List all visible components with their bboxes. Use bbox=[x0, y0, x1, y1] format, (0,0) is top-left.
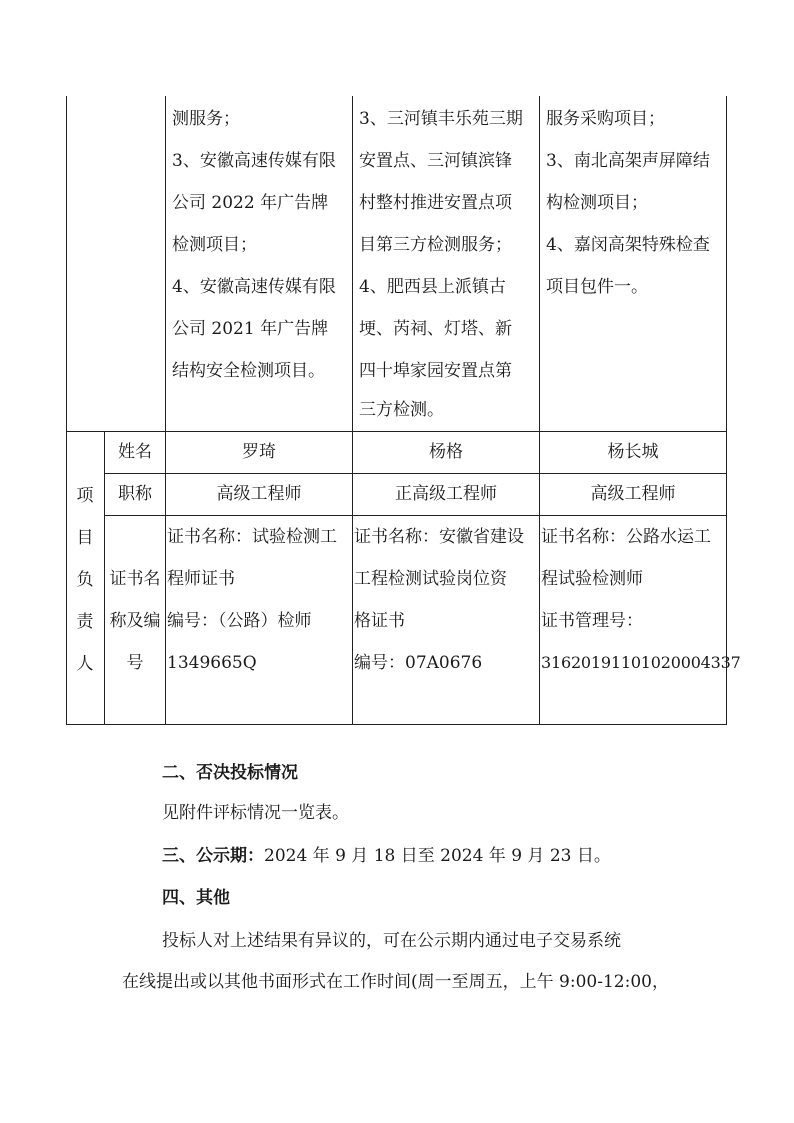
list-line: 4、嘉闵高架特殊检查 bbox=[546, 235, 710, 255]
cert-line: 证书名称：安徽省建设 bbox=[354, 527, 524, 547]
list-line: 公司 2021 年广告牌 bbox=[172, 319, 329, 339]
cert-line: 程师证书 bbox=[167, 569, 235, 589]
cert-line: 3162019110102000433​7 bbox=[541, 653, 741, 672]
table-col-line-1 bbox=[165, 96, 166, 725]
table-col-line-3 bbox=[539, 96, 540, 725]
leader-title: 高级工程师 bbox=[216, 484, 302, 504]
list-line: 目第三方检测服务； bbox=[359, 235, 512, 255]
section3-body: 2024 年 9 月 18 日至 2024 年 9 月 23 日。 bbox=[264, 846, 611, 866]
list-line: 3、三河镇丰乐苑三期 bbox=[359, 109, 523, 129]
cert-line: 证书名称：试验检测工 bbox=[167, 527, 337, 547]
section4-line1: 投标人对上述结果有异议的，可在公示期内通过电子交易系统 bbox=[162, 931, 621, 951]
list-line: 项目包件一。 bbox=[546, 277, 648, 297]
list-line: 村整村推进安置点项 bbox=[359, 193, 512, 213]
section3-line bbox=[162, 841, 611, 866]
list-line: 4、肥西县上派镇古 bbox=[359, 277, 506, 297]
vertical-char: 责 bbox=[76, 612, 94, 632]
table-border-bottom bbox=[66, 724, 727, 725]
section4-heading: 四、其他 bbox=[162, 888, 230, 908]
list-line: 埂、芮祠、灯塔、新 bbox=[359, 319, 512, 339]
section4-line2: 在线提出或以其他书面形式在工作时间(周一至周五，上午 9:00-12:00， bbox=[122, 972, 669, 992]
list-line: 四十埠家园安置点第 bbox=[359, 361, 512, 381]
cert-line: 工程检测试验岗位资 bbox=[354, 569, 507, 589]
cert-line: 编号：07A0676 bbox=[354, 653, 483, 673]
list-line: 检测项目； bbox=[172, 235, 257, 255]
leader-name: 罗琦 bbox=[242, 442, 276, 462]
title-row-label: 职称 bbox=[118, 484, 152, 504]
cert-line: 格证书 bbox=[354, 611, 405, 631]
section2-body: 见附件评标情况一览表。 bbox=[162, 803, 349, 823]
list-line: 三方检测。 bbox=[359, 400, 444, 420]
cert-line: 证书管理号： bbox=[541, 611, 643, 631]
list-line: 公司 2022 年广告牌 bbox=[172, 193, 329, 213]
table-col-line-2 bbox=[352, 96, 353, 725]
list-line: 结构安全检测项目。 bbox=[172, 361, 325, 381]
table-border-right bbox=[726, 96, 727, 725]
leader-title: 高级工程师 bbox=[590, 484, 676, 504]
list-line: 测服务； bbox=[172, 109, 240, 129]
cert-line: 程试验检测师 bbox=[541, 569, 643, 589]
list-line: 服务采购项目； bbox=[546, 109, 665, 129]
list-line: 安置点、三河镇滨锋 bbox=[359, 151, 512, 171]
leader-name: 杨长城 bbox=[607, 442, 659, 462]
list-line: 构检测项目； bbox=[546, 193, 648, 213]
cert-line: 证书名称：公路水运工 bbox=[541, 527, 711, 547]
list-line: 4、安徽高速传媒有限 bbox=[172, 277, 336, 297]
list-line: 3、南北高架声屏障结 bbox=[546, 151, 710, 171]
leader-title: 正高级工程师 bbox=[395, 484, 497, 504]
vertical-char: 人 bbox=[76, 654, 94, 674]
section3-heading: 三、公示期： bbox=[162, 846, 264, 866]
cert-label-line: 号 bbox=[126, 653, 144, 673]
cert-line: 1349665Q bbox=[167, 653, 257, 673]
vertical-char: 负 bbox=[76, 570, 94, 590]
cert-label-line: 称及编 bbox=[109, 611, 161, 631]
cert-line: 编号：（公路）检师 bbox=[167, 611, 312, 631]
vertical-char: 项 bbox=[76, 486, 94, 506]
cert-label-line: 证书名 bbox=[109, 569, 161, 589]
leader-name: 杨格 bbox=[429, 442, 463, 462]
vertical-char: 目 bbox=[76, 528, 94, 548]
name-row-label: 姓名 bbox=[118, 442, 152, 462]
list-line: 3、安徽高速传媒有限 bbox=[172, 151, 336, 171]
section2-heading: 二、否决投标情况 bbox=[162, 763, 298, 783]
